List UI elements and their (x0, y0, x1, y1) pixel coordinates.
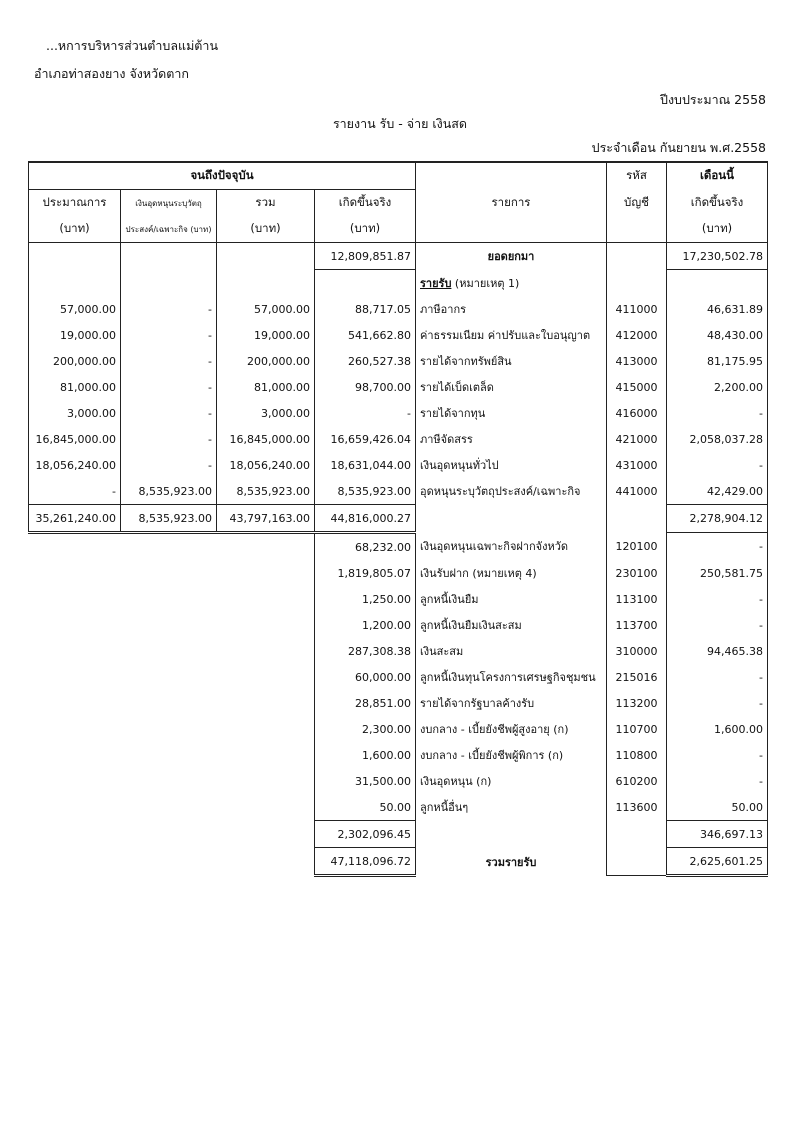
item-cell: ลูกหนี้เงินยืม (416, 586, 607, 612)
total-cell: 200,000.00 (217, 348, 315, 374)
blank-cell (121, 742, 217, 768)
item-cell: ลูกหนี้เงินยืมเงินสะสม (416, 612, 607, 638)
blank-cell (217, 586, 315, 612)
budget-cell: 19,000.00 (29, 322, 121, 348)
grand-total-label: รวมรายรับ (485, 855, 537, 869)
month-cell: - (667, 612, 768, 638)
month-cell: - (667, 690, 768, 716)
other-receipt-row (29, 533, 768, 561)
month-cell: 250,581.75 (667, 560, 768, 586)
other-total-month: 346,697.13 (667, 821, 768, 848)
item-cell: อุดหนุนระบุวัตถุประสงค์/เฉพาะกิจ (416, 478, 607, 505)
revenue-total-item (416, 505, 607, 533)
month-cell: - (667, 586, 768, 612)
col-total-unit: (บาท) (217, 216, 315, 243)
actual-cell: 1,819,805.07 (315, 560, 416, 586)
item-cell: ค่าธรรมเนียม ค่าปรับและใบอนุญาต (416, 322, 607, 348)
month-cell: - (667, 664, 768, 690)
revenue-total-row (29, 505, 768, 533)
other-receipt-row (29, 716, 768, 742)
group-header-todate: จนถึงปัจจุบัน (29, 162, 416, 190)
code-cell: 113200 (607, 690, 667, 716)
grant-cell: - (121, 296, 217, 322)
budget-cell: 3,000.00 (29, 400, 121, 426)
other-receipt-row (29, 560, 768, 586)
budget-cell: - (29, 478, 121, 505)
blank-cell (121, 794, 217, 821)
month-cell: - (667, 742, 768, 768)
blank-cell (217, 638, 315, 664)
total-cell: 18,056,240.00 (217, 452, 315, 478)
brought-forward-row (29, 243, 768, 270)
total-cell: 3,000.00 (217, 400, 315, 426)
other-receipt-row (29, 690, 768, 716)
col-month-header: เดือนนี้ (667, 162, 768, 190)
blank-cell (29, 742, 121, 768)
blank-cell (217, 664, 315, 690)
budget-cell: 18,056,240.00 (29, 452, 121, 478)
code-cell: 416000 (607, 400, 667, 426)
revenue-row (29, 452, 768, 478)
blank-cell (217, 560, 315, 586)
org-name: ...หการบริหารส่วนตำบลแม่ต้าน (46, 38, 218, 53)
blank-cell (121, 690, 217, 716)
actual-cell: 50.00 (315, 794, 416, 821)
code-cell: 413000 (607, 348, 667, 374)
actual-cell: 1,600.00 (315, 742, 416, 768)
other-total-code (607, 821, 667, 848)
actual-cell: 8,535,923.00 (315, 478, 416, 505)
actual-cell: 541,662.80 (315, 322, 416, 348)
month-cell: 48,430.00 (667, 322, 768, 348)
col-grant-header: เงินอุดหนุนระบุวัตถุ (121, 190, 217, 217)
code-cell: 113600 (607, 794, 667, 821)
revenue-total-grant: 8,535,923.00 (121, 505, 217, 533)
revenue-row (29, 426, 768, 452)
brought-forward-actual: 12,809,851.87 (315, 243, 416, 270)
blank-cell (217, 612, 315, 638)
col-item-header: รายการ (416, 162, 607, 243)
blank-cell (29, 848, 121, 876)
grant-cell: - (121, 452, 217, 478)
budget-cell: 57,000.00 (29, 296, 121, 322)
col-grant-header-2: ประสงค์/เฉพาะกิจ (บาท) (121, 216, 217, 243)
month-cell: - (667, 768, 768, 794)
month-cell: - (667, 533, 768, 561)
revenue-row (29, 322, 768, 348)
brought-forward-label: ยอดยกมา (416, 243, 607, 270)
col-total-header: รวม (217, 190, 315, 217)
other-receipt-row (29, 612, 768, 638)
blank-cell (121, 664, 217, 690)
item-cell: เงินอุดหนุน (ก) (416, 768, 607, 794)
revenue-total-budget: 35,261,240.00 (29, 505, 121, 533)
blank-cell (217, 533, 315, 561)
blank-cell (29, 794, 121, 821)
col-budget-unit: (บาท) (29, 216, 121, 243)
col-code-header: รหัส (607, 162, 667, 190)
code-cell: 113100 (607, 586, 667, 612)
blank-cell (29, 768, 121, 794)
actual-cell: 1,250.00 (315, 586, 416, 612)
revenue-heading-row (29, 270, 768, 297)
month-cell: 46,631.89 (667, 296, 768, 322)
revenue-total-total: 43,797,163.00 (217, 505, 315, 533)
brought-forward-month: 17,230,502.78 (667, 243, 768, 270)
blank-cell (29, 560, 121, 586)
item-cell: รายได้เบ็ดเตล็ด (416, 374, 607, 400)
blank-cell (29, 690, 121, 716)
actual-cell: 31,500.00 (315, 768, 416, 794)
actual-cell: - (315, 400, 416, 426)
actual-cell: 2,300.00 (315, 716, 416, 742)
total-cell: 16,845,000.00 (217, 426, 315, 452)
blank-cell (121, 716, 217, 742)
revenue-heading: รายรับ (หมายเหตุ 1) (416, 270, 607, 297)
code-cell: 421000 (607, 426, 667, 452)
revenue-row (29, 478, 768, 505)
grand-total-code (607, 848, 667, 876)
blank-cell (121, 560, 217, 586)
item-cell: ลูกหนี้เงินทุนโครงการเศรษฐกิจชุมชน (416, 664, 607, 690)
blank-cell (217, 794, 315, 821)
code-cell: 215016 (607, 664, 667, 690)
actual-cell: 98,700.00 (315, 374, 416, 400)
item-cell: ภาษีอากร (416, 296, 607, 322)
item-cell: รายได้จากทุน (416, 400, 607, 426)
grant-cell: - (121, 426, 217, 452)
other-total-item (416, 821, 607, 848)
item-cell: งบกลาง - เบี้ยยังชีพผู้สูงอายุ (ก) (416, 716, 607, 742)
blank-cell (121, 768, 217, 794)
code-cell: 610200 (607, 768, 667, 794)
grand-total-actual: 47,118,096.72 (315, 848, 416, 876)
revenue-row (29, 296, 768, 322)
other-receipt-row (29, 664, 768, 690)
blank-cell (217, 742, 315, 768)
total-cell: 8,535,923.00 (217, 478, 315, 505)
report-month: ประจำเดือน กันยายน พ.ศ.2558 (591, 140, 766, 155)
revenue-total-month: 2,278,904.12 (667, 505, 768, 533)
month-cell: - (667, 452, 768, 478)
blank-cell (29, 586, 121, 612)
month-cell: 42,429.00 (667, 478, 768, 505)
item-cell: ลูกหนี้อื่นๆ (416, 794, 607, 821)
code-cell: 110700 (607, 716, 667, 742)
grant-cell: - (121, 322, 217, 348)
budget-cell: 200,000.00 (29, 348, 121, 374)
code-cell: 120100 (607, 533, 667, 561)
report-body (29, 162, 768, 876)
blank-cell (217, 716, 315, 742)
code-cell: 310000 (607, 638, 667, 664)
grant-cell: - (121, 400, 217, 426)
grant-cell: 8,535,923.00 (121, 478, 217, 505)
month-cell: 1,600.00 (667, 716, 768, 742)
code-cell: 110800 (607, 742, 667, 768)
blank-cell (217, 768, 315, 794)
month-cell: 94,465.38 (667, 638, 768, 664)
revenue-row (29, 400, 768, 426)
revenue-row (29, 348, 768, 374)
month-cell: - (667, 400, 768, 426)
cash-report-table (28, 161, 768, 877)
blank-cell (29, 533, 121, 561)
col-budget-header: ประมาณการ (29, 190, 121, 217)
blank-cell (29, 664, 121, 690)
month-cell: 81,175.95 (667, 348, 768, 374)
month-cell: 2,200.00 (667, 374, 768, 400)
blank-cell (121, 586, 217, 612)
blank-cell (121, 612, 217, 638)
actual-cell: 1,200.00 (315, 612, 416, 638)
grand-total-row (29, 848, 768, 876)
code-cell: 230100 (607, 560, 667, 586)
item-cell: เงินอุดหนุนเฉพาะกิจฝากจังหวัด (416, 533, 607, 561)
blank-cell (29, 716, 121, 742)
actual-cell: 287,308.38 (315, 638, 416, 664)
actual-cell: 28,851.00 (315, 690, 416, 716)
district-name: อำเภอท่าสองยาง จังหวัดตาก (34, 66, 189, 81)
actual-cell: 18,631,044.00 (315, 452, 416, 478)
item-cell: เงินอุดหนุนทั่วไป (416, 452, 607, 478)
item-cell: เงินสะสม (416, 638, 607, 664)
actual-cell: 60,000.00 (315, 664, 416, 690)
code-cell: 412000 (607, 322, 667, 348)
item-cell: เงินรับฝาก (หมายเหตุ 4) (416, 560, 607, 586)
other-total-actual: 2,302,096.45 (315, 821, 416, 848)
code-cell: 431000 (607, 452, 667, 478)
budget-cell: 16,845,000.00 (29, 426, 121, 452)
actual-cell: 16,659,426.04 (315, 426, 416, 452)
actual-cell: 88,717.05 (315, 296, 416, 322)
blank-cell (29, 612, 121, 638)
blank-cell (121, 533, 217, 561)
col-actual-unit: (บาท) (315, 216, 416, 243)
budget-cell: 81,000.00 (29, 374, 121, 400)
other-receipt-row (29, 586, 768, 612)
other-receipt-row (29, 742, 768, 768)
col-actual-header: เกิดขึ้นจริง (315, 190, 416, 217)
report-title: รายงาน รับ - จ่าย เงินสด (332, 116, 468, 131)
col-code-blank (607, 216, 667, 243)
item-cell: รายได้จากรัฐบาลค้างรับ (416, 690, 607, 716)
other-receipt-row (29, 794, 768, 821)
revenue-total-code (607, 505, 667, 533)
blank-cell (217, 821, 315, 848)
code-cell: 415000 (607, 374, 667, 400)
blank-cell (29, 821, 121, 848)
code-cell: 441000 (607, 478, 667, 505)
col-month-actual-header: เกิดขึ้นจริง (667, 190, 768, 217)
code-cell: 113700 (607, 612, 667, 638)
actual-cell: 68,232.00 (315, 533, 416, 561)
item-cell: รายได้จากทรัพย์สิน (416, 348, 607, 374)
blank-cell (121, 638, 217, 664)
other-total-row (29, 821, 768, 848)
item-cell: ภาษีจัดสรร (416, 426, 607, 452)
month-cell: 50.00 (667, 794, 768, 821)
code-cell: 411000 (607, 296, 667, 322)
blank-cell (121, 821, 217, 848)
other-receipt-row (29, 768, 768, 794)
grant-cell: - (121, 348, 217, 374)
blank-cell (217, 848, 315, 876)
month-cell: 2,058,037.28 (667, 426, 768, 452)
item-cell: งบกลาง - เบี้ยยังชีพผู้พิการ (ก) (416, 742, 607, 768)
col-code-header-2: บัญชี (607, 190, 667, 217)
actual-cell: 260,527.38 (315, 348, 416, 374)
blank-cell (217, 690, 315, 716)
total-cell: 57,000.00 (217, 296, 315, 322)
revenue-total-actual: 44,816,000.27 (315, 505, 416, 533)
blank-cell (29, 638, 121, 664)
fiscal-year: ปีงบประมาณ 2558 (660, 92, 766, 107)
revenue-row (29, 374, 768, 400)
blank-cell (121, 848, 217, 876)
grand-total-month: 2,625,601.25 (667, 848, 768, 876)
col-month-unit: (บาท) (667, 216, 768, 243)
total-cell: 81,000.00 (217, 374, 315, 400)
total-cell: 19,000.00 (217, 322, 315, 348)
grant-cell: - (121, 374, 217, 400)
other-receipt-row (29, 638, 768, 664)
